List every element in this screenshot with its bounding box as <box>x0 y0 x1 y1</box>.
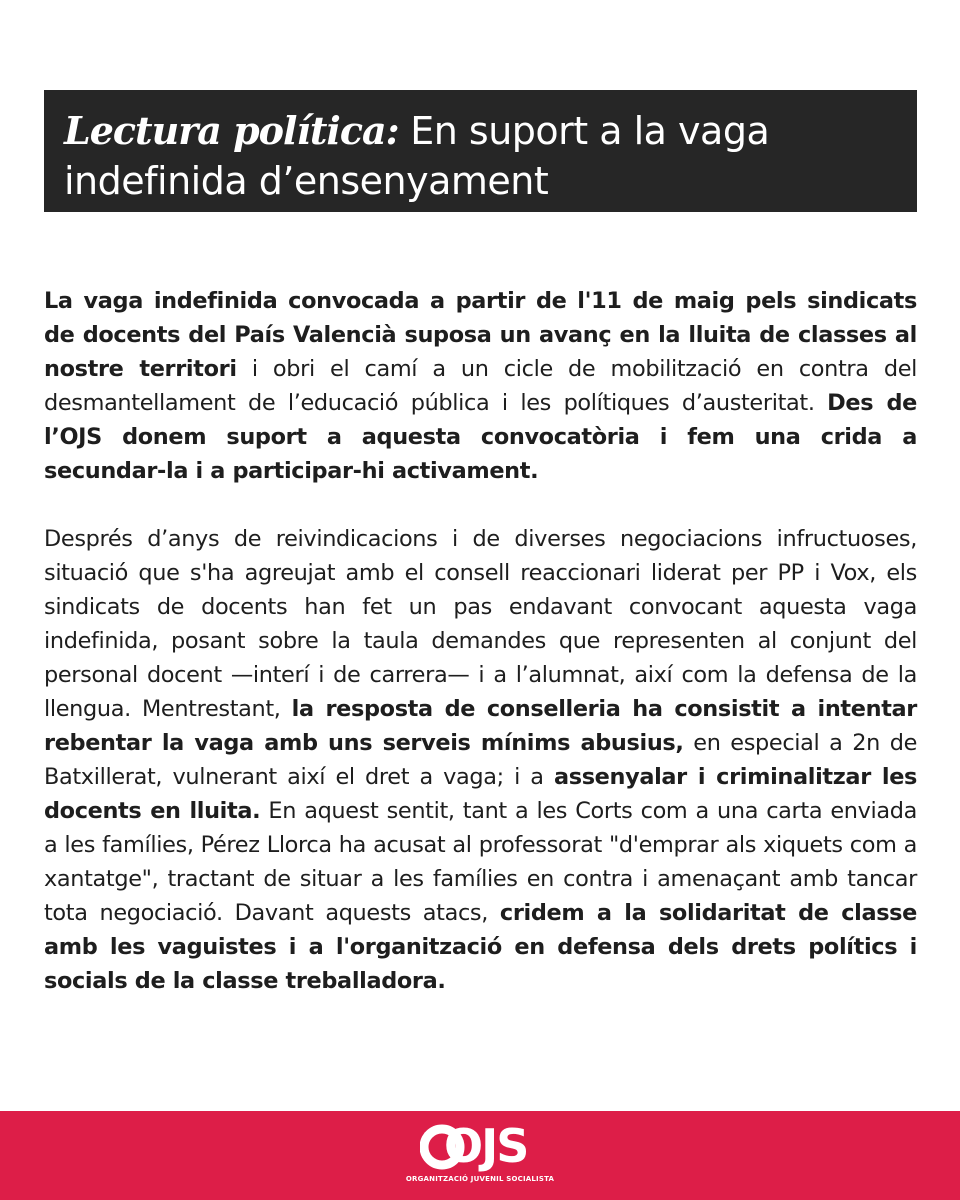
article-body <box>44 284 917 998</box>
logo-text: OJS <box>444 1119 528 1173</box>
title-italic: Lectura política: <box>64 108 399 153</box>
paragraph-2 <box>44 522 917 998</box>
title-banner <box>44 90 917 212</box>
text-run: cridem a la solidaritat de classe amb les vaguistes i a l'organització en defensa dels drets polítics i socials de la classe treballadora. <box>44 900 917 994</box>
paragraph-1 <box>44 284 917 488</box>
text-run: La vaga indefinida convocada a partir de l'11 de maig pels sindicats de docents del País Valencià suposa un avanç en la lluita de classes al nostre territori <box>44 288 917 382</box>
text-run: i obri el camí a un cicle de mobilització en contra del desmantellament de l’educació pública i les polítiques d’austeritat. <box>44 356 917 416</box>
text-run: En aquest sentit, tant a les Corts com a una carta enviada a les famílies, Pérez Llorca ha acusat al professorat "d'emprar als xiquets com a xantatge", tractant de situar a les famílies en contra i amenaçant amb tancar tota negociació. Davant aquests atacs, <box>44 798 917 926</box>
title-rest: En suport a la vaga <box>398 109 770 153</box>
text-run: la resposta de conselleria ha consistit a intentar rebentar la vaga amb uns serveis mínims abusius, <box>44 696 917 756</box>
title-line-2: indefinida d’ensenyament <box>64 159 549 203</box>
logo-subtitle: ORGANITZACIÓ JUVENIL SOCIALISTA <box>405 1175 555 1183</box>
text-run: assenyalar i criminalitzar les docents en lluita. <box>44 764 918 824</box>
text-run: Des de l’OJS donem suport a aquesta convocatòria i fem una crida a secundar-la i a participar-hi activament. <box>44 390 917 484</box>
text-run: Després d’anys de reivindicacions i de diverses negociacions infructuoses, situació que s'ha agreujat amb el consell reaccionari liderat per PP i Vox, els sindicats de docents han fet un pas endavant convocant aquesta vaga indefinida, posant sobre la taula demandes que representen al conjunt del personal docent —interí i de carrera— i a l’alumnat, així com la defensa de la llengua. Mentrestant, <box>44 526 917 722</box>
title-line-1 <box>64 106 897 156</box>
text-run: en especial a 2n de Batxillerat, vulnerant així el dret a vaga; i a <box>44 730 918 790</box>
